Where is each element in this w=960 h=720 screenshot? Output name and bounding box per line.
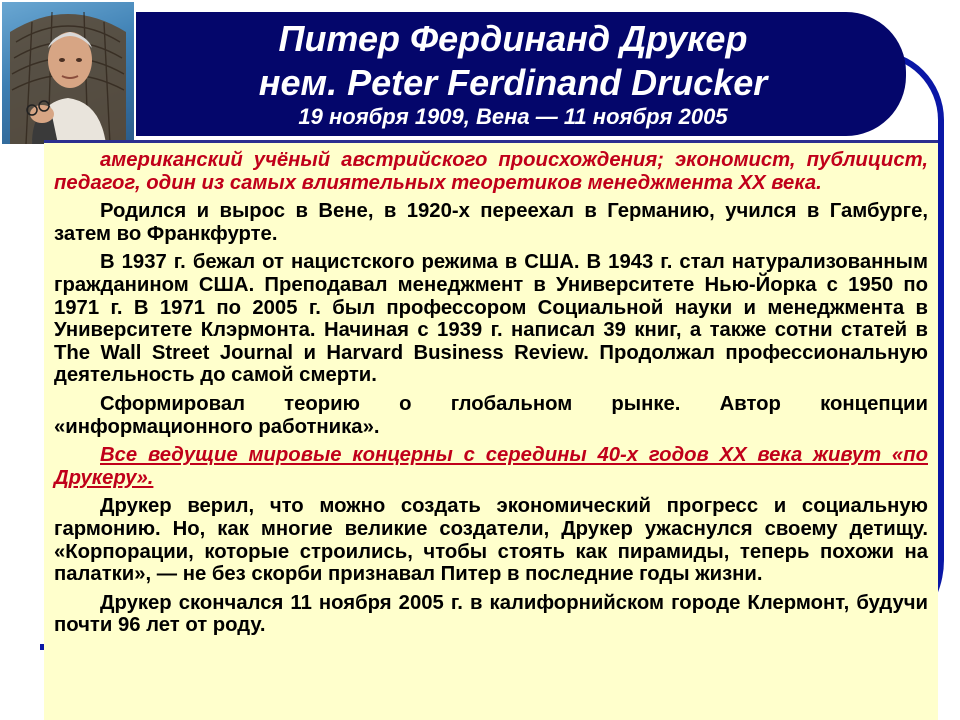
paragraph-theory: Сформировал теорию о глобальном рынке. Автор концепции «информационного работника». [54, 392, 928, 438]
paragraph-beliefs: Друкер верил, что можно создать экономический прогресс и социальную гармонию. Но, как многие великие создатели, Друкер ужаснулся своему детищу. «Корпорации, которые строились, чтобы стоять как пирамиды, теперь похожи на палатки», — не без скорби признавал Питер в последние годы жизни. [54, 495, 928, 586]
paragraph-highlight: Все ведущие мировые концерны с середины 40-х годов XX века живут «по Друкеру». [54, 444, 928, 489]
paragraph-early-life: Родился и вырос в Вене, в 1920-х переехал в Германию, учился в Гамбурге, затем во Франкфурте. [54, 200, 928, 245]
title-name-de: нем. Peter Ferdinand Drucker [258, 62, 768, 103]
title-dates: 19 ноября 1909, Вена — 11 ноября 2005 [298, 104, 728, 129]
title-name-ru: Питер Фердинанд Друкер [278, 18, 748, 59]
paragraph-intro: американский учёный австрийского происхождения; экономист, публицист, педагог, один из самых влиятельных теоретиков менеджмента XX века. [54, 149, 928, 194]
paragraph-death: Друкер скончался 11 ноября 2005 г. в калифорнийском городе Клермонт, будучи почти 96 лет от роду. [54, 591, 928, 637]
portrait-photo [0, 0, 136, 146]
paragraph-career: В 1937 г. бежал от нацистского режима в США. В 1943 г. стал натурализованным гражданином США. Преподавал менеджмент в Университете Нью-Йорка с 1950 по 1971 г. В 1971 по 2005 г. был профессором Социальной науки и менеджмента в Университете Клэрмонта. Начиная с 1939 г. написал 39 книг, а также сотни статей в The Wall Street Journal и Harvard Business Review. Продолжал профессиональную деятельность до самой смерти. [54, 251, 928, 387]
portrait-illustration [2, 2, 134, 144]
text-panel [44, 140, 938, 720]
